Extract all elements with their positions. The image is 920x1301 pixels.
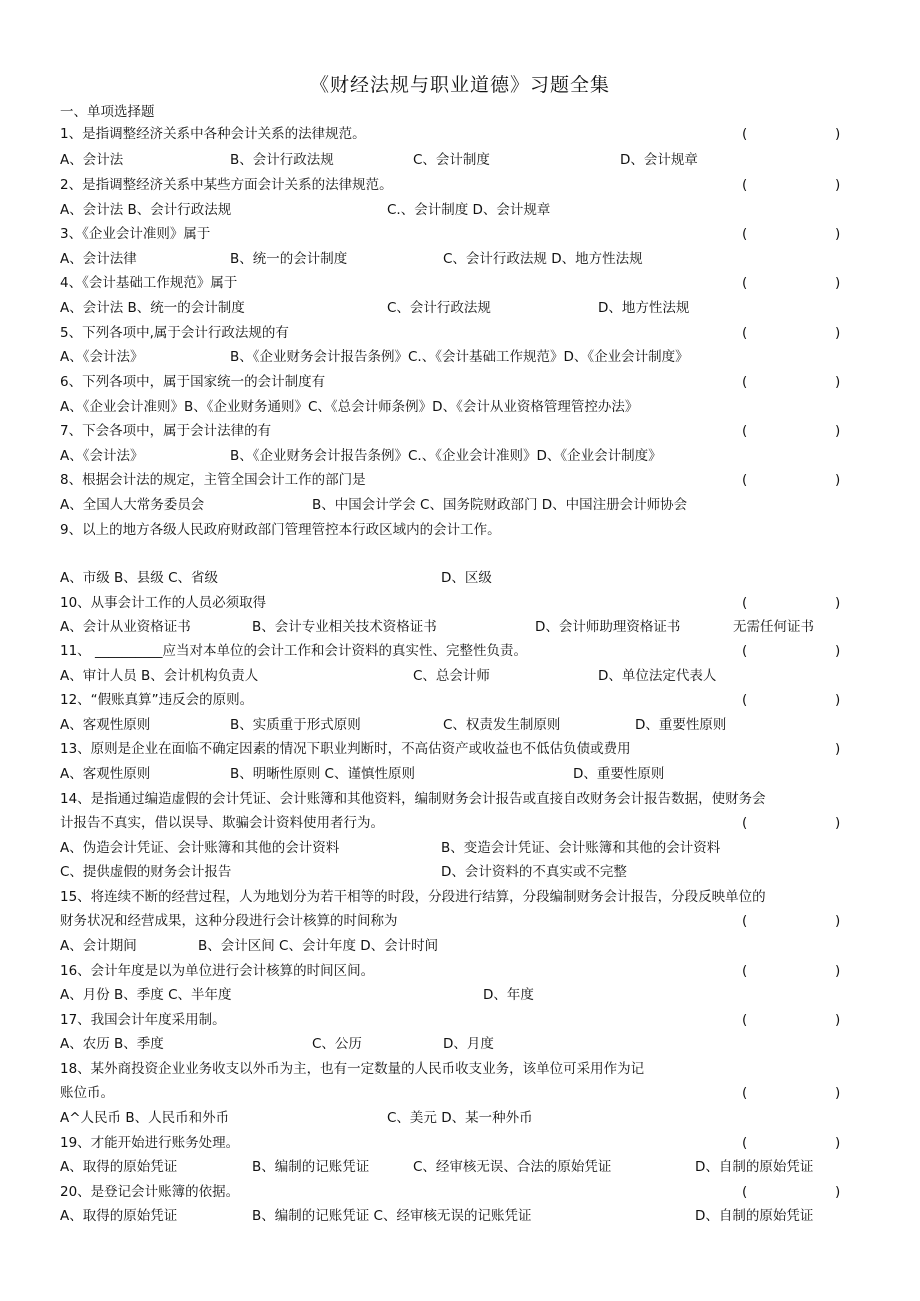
question-stem [0, 690, 920, 710]
answer-bracket-open: ( [742, 325, 748, 341]
question-stem [0, 224, 920, 244]
option-ab: A、会计法 B、会计行政法规 [60, 202, 232, 218]
option-d: D、重要性原则 [573, 766, 665, 782]
answer-bracket-open: ( [742, 1012, 748, 1028]
answer-bracket-close: ) [835, 1184, 841, 1200]
option-bc: B、明晰性原则 C、谨慎性原则 [230, 766, 415, 782]
option-a: A、取得的原始凭证 [60, 1159, 178, 1175]
option-row [0, 936, 920, 956]
answer-bracket-open: ( [742, 423, 748, 439]
option-row [0, 838, 920, 858]
option-row [0, 495, 920, 515]
option-b: B、变造会计凭证、会计账簿和其他的会计资料 [441, 840, 721, 856]
option-c: C、会计行政法规 [387, 300, 491, 316]
answer-bracket-open: ( [742, 126, 748, 142]
option-d: D、地方性法规 [598, 300, 690, 316]
question-stem [0, 887, 920, 907]
option-a: A、会计期间 [60, 938, 137, 954]
option-d: D、月度 [443, 1036, 494, 1052]
option-row [0, 1206, 920, 1226]
option-a: A、《会计法》 [60, 349, 144, 365]
option-row [0, 446, 920, 466]
question-stem [0, 739, 920, 759]
option-a: A、全国人大常务委员会 [60, 497, 205, 513]
question-stem [0, 1133, 920, 1153]
question-text: 11、 __________应当对本单位的会计工作和会计资料的真实性、完整性负责。 [60, 643, 527, 659]
answer-bracket-close: ) [835, 177, 841, 193]
option-d: D、自制的原始凭证 [695, 1208, 814, 1224]
option-c: C、公历 [312, 1036, 362, 1052]
answer-bracket-close: ) [835, 692, 841, 708]
question-stem-cont [0, 813, 920, 833]
option-a: A、客观性原则 [60, 766, 151, 782]
question-stem [0, 520, 920, 540]
option-row [0, 397, 920, 417]
answer-bracket-close: ) [835, 126, 841, 142]
answer-bracket-open: ( [742, 1135, 748, 1151]
option-b: B、会计行政法规 [230, 152, 334, 168]
question-text: 账位币。 [60, 1085, 114, 1101]
option-abc: A、月份 B、季度 C、半年度 [60, 987, 232, 1003]
option-b: B、编制的记账凭证 [252, 1159, 370, 1175]
option-d: D、会计资料的不真实或不完整 [441, 864, 627, 880]
question-stem [0, 175, 920, 195]
question-text: 4、《会计基础工作规范》属于 [60, 275, 238, 291]
option-d: D、会计规章 [620, 152, 698, 168]
option-d: D、年度 [483, 987, 534, 1003]
option-c: C、提供虚假的财务会计报告 [60, 864, 232, 880]
option-row [0, 1034, 920, 1054]
answer-bracket-close: ) [835, 423, 841, 439]
option-bcd: B、会计区间 C、会计年度 D、会计时间 [198, 938, 439, 954]
question-text: 14、是指通过编造虚假的会计凭证、会计账簿和其他资料，编制财务会计报告或直接自改财务会计报告数据，使财务会 [60, 791, 766, 807]
answer-bracket-close: ) [835, 595, 841, 611]
answer-bracket-close: ) [835, 472, 841, 488]
option-ab: A、会计法 B、统一的会计制度 [60, 300, 245, 316]
answer-bracket-open: ( [742, 275, 748, 291]
question-stem [0, 1059, 920, 1079]
section-heading: 一、单项选择题 [60, 104, 155, 120]
question-text: 19、才能开始进行账务处理。 [60, 1135, 240, 1151]
option-row [0, 347, 920, 367]
question-text: 1、是指调整经济关系中各种会计关系的法律规范。 [60, 126, 366, 142]
question-text: 20、是登记会计账簿的依据。 [60, 1184, 240, 1200]
answer-bracket-open: ( [742, 595, 748, 611]
option-b: B、会计专业相关技术资格证书 [252, 619, 437, 635]
question-stem [0, 421, 920, 441]
question-stem [0, 1010, 920, 1030]
option-a: A、取得的原始凭证 [60, 1208, 178, 1224]
question-stem-cont [0, 911, 920, 931]
question-text: 9、以上的地方各级人民政府财政部门管理管控本行政区域内的会计工作。 [60, 522, 501, 538]
answer-bracket-open: ( [742, 1085, 748, 1101]
question-text: 13、原则是企业在面临不确定因素的情况下职业判断时，不高估资产或收益也不低估负债或费用 [60, 741, 631, 757]
question-stem-cont [0, 1083, 920, 1103]
question-stem [0, 470, 920, 490]
option-bcd: B、《企业财务会计报告条例》C.、《会计基础工作规范》D、《企业会计制度》 [230, 349, 689, 365]
answer-bracket-open: ( [742, 692, 748, 708]
answer-bracket-open: ( [742, 226, 748, 242]
answer-bracket-open: ( [742, 913, 748, 929]
question-text: 18、某外商投资企业业务收支以外币为主，也有一定数量的人民币收支业务，该单位可采用作为记 [60, 1061, 645, 1077]
option-d: D、自制的原始凭证 [695, 1159, 814, 1175]
answer-bracket-close: ) [835, 226, 841, 242]
option-d: D、单位法定代表人 [598, 668, 717, 684]
answer-bracket-close: ) [835, 963, 841, 979]
answer-bracket-close: ) [835, 741, 841, 757]
answer-bracket-close: ) [835, 913, 841, 929]
document-title: 《财经法规与职业道德》习题全集 [309, 74, 610, 96]
option-c: C、会计制度 [413, 152, 490, 168]
answer-bracket-open: ( [742, 963, 748, 979]
option-row [0, 985, 920, 1005]
option-abc: A、市级 B、县级 C、省级 [60, 570, 219, 586]
option-b: B、实质重于形式原则 [230, 717, 361, 733]
option-cd: C、会计行政法规 D、地方性法规 [443, 251, 643, 267]
question-stem [0, 124, 920, 144]
question-stem [0, 372, 920, 392]
question-text: 8、根据会计法的规定，主管全国会计工作的部门是 [60, 472, 366, 488]
answer-bracket-close: ) [835, 1012, 841, 1028]
question-stem [0, 273, 920, 293]
option-cd: C.、会计制度 D、会计规章 [387, 202, 551, 218]
option-row [0, 617, 920, 637]
option-a: A、《会计法》 [60, 448, 144, 464]
answer-bracket-open: ( [742, 177, 748, 193]
option-cd: C、美元 D、某一种外币 [387, 1110, 533, 1126]
option-bcd: B、《企业财务会计报告条例》C.、《企业会计准则》D、《企业会计制度》 [230, 448, 662, 464]
question-text: 财务状况和经营成果，这种分段进行会计核算的时间称为 [60, 913, 398, 929]
answer-bracket-open: ( [742, 374, 748, 390]
option-bcd: B、中国会计学会 C、国务院财政部门 D、中国注册会计师协会 [312, 497, 688, 513]
option-row [0, 666, 920, 686]
option-a: A、会计法 [60, 152, 124, 168]
question-stem [0, 1182, 920, 1202]
option-a: A、客观性原则 [60, 717, 151, 733]
option-ab: A、农历 B、季度 [60, 1036, 164, 1052]
option-row [0, 862, 920, 882]
answer-bracket-close: ) [835, 275, 841, 291]
option-row [0, 298, 920, 318]
question-stem [0, 961, 920, 981]
answer-bracket-close: ) [835, 1135, 841, 1151]
answer-bracket-open: ( [742, 1184, 748, 1200]
question-text: 7、下会各项中，属于会计法律的有 [60, 423, 272, 439]
option-row [0, 200, 920, 220]
option-c: C、经审核无误、合法的原始凭证 [413, 1159, 612, 1175]
option-row [0, 150, 920, 170]
option-d: D、重要性原则 [635, 717, 727, 733]
answer-bracket-close: ) [835, 325, 841, 341]
answer-bracket-close: ) [835, 374, 841, 390]
option-row [0, 1157, 920, 1177]
answer-bracket-close: ) [835, 1085, 841, 1101]
option-c: C、权责发生制原则 [443, 717, 561, 733]
question-text: 17、我国会计年度采用制。 [60, 1012, 226, 1028]
option-ab: A、审计人员 B、会计机构负责人 [60, 668, 259, 684]
option-ab: A^人民币 B、人民币和外币 [60, 1110, 230, 1126]
question-text: 计报告不真实，借以误导、欺骗会计资料使用者行为。 [60, 815, 384, 831]
option-a: A、会计从业资格证书 [60, 619, 191, 635]
answer-bracket-open: ( [742, 643, 748, 659]
question-text: 5、下列各项中,属于会计行政法规的有 [60, 325, 289, 341]
question-stem [0, 789, 920, 809]
question-text: 3、《企业会计准则》属于 [60, 226, 211, 242]
question-text: 2、是指调整经济关系中某些方面会计关系的法律规范。 [60, 177, 393, 193]
option-a: A、伪造会计凭证、会计账簿和其他的会计资料 [60, 840, 340, 856]
option-row [0, 568, 920, 588]
option-row [0, 1108, 920, 1128]
option-bc: B、编制的记账凭证 C、经审核无误的记账凭证 [252, 1208, 532, 1224]
answer-bracket-open: ( [742, 472, 748, 488]
question-text: 6、下列各项中，属于国家统一的会计制度有 [60, 374, 326, 390]
question-text: 10、从事会计工作的人员必须取得 [60, 595, 267, 611]
option-abcd: A、《企业会计准则》B、《企业财务通则》C、《总会计师条例》D、《会计从业资格管理管控办法》 [60, 399, 639, 415]
option-row [0, 249, 920, 269]
question-text: 16、会计年度是以为单位进行会计核算的时间区间。 [60, 963, 375, 979]
question-text: 12、“假账真算”违反会的原则。 [60, 692, 254, 708]
option-a: A、会计法律 [60, 251, 137, 267]
option-d: D、会计师助理资格证书 [535, 619, 681, 635]
option-b: B、统一的会计制度 [230, 251, 348, 267]
question-text: 15、将连续不断的经营过程，人为地划分为若干相等的时段，分段进行结算，分段编制财务会计报告，分段反映单位的 [60, 889, 766, 905]
option-c: C、总会计师 [413, 668, 490, 684]
question-stem [0, 641, 920, 661]
question-stem [0, 593, 920, 613]
option-row [0, 715, 920, 735]
answer-bracket-close: ) [835, 815, 841, 831]
option-d: D、区级 [441, 570, 492, 586]
answer-bracket-open: ( [742, 815, 748, 831]
question-stem [0, 323, 920, 343]
option-row [0, 764, 920, 784]
option-extra: 无需任何证书 [733, 619, 814, 635]
answer-bracket-close: ) [835, 643, 841, 659]
